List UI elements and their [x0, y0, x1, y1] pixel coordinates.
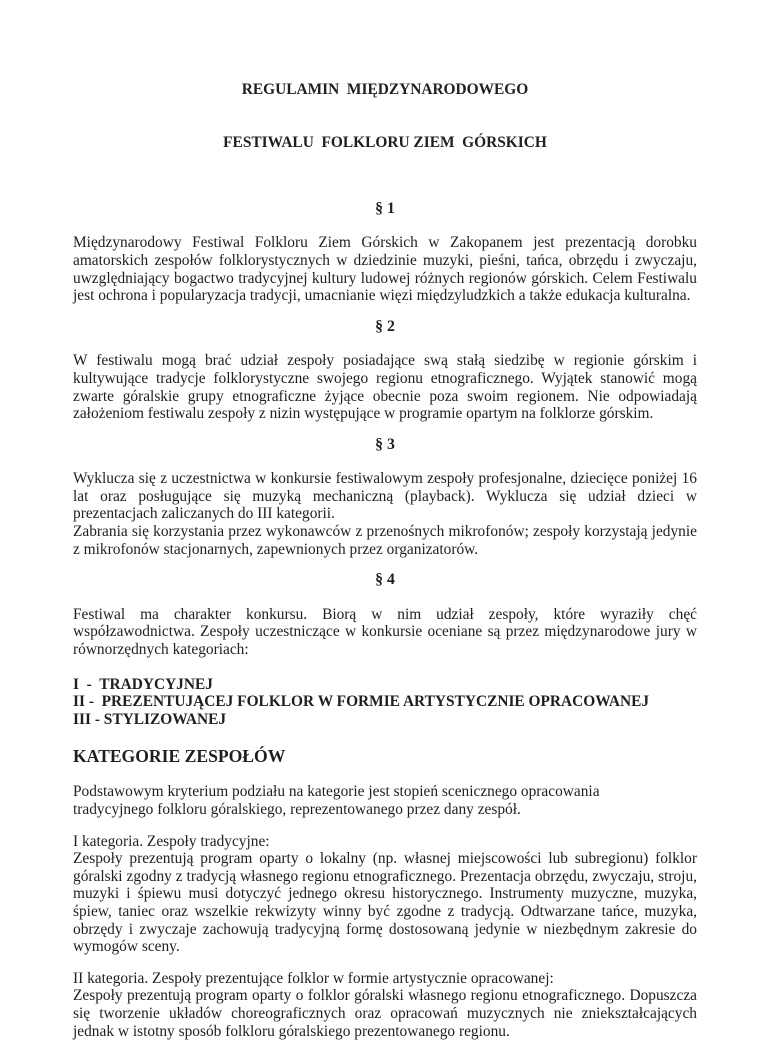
section-heading-4: § 4 — [375, 571, 395, 589]
category-1-block — [73, 833, 697, 956]
document-title-line1: REGULAMIN MIĘDZYNARODOWEGO — [241, 81, 529, 99]
jury-category-list — [73, 676, 697, 729]
document-title — [73, 46, 697, 187]
category-1-body: Zespoły prezentują program oparty o lokalny (np. własnej miejscowości lub subregionu) folklor góralski zgodny z tradycją własnego regionu etnograficznego. Prezentacja obrzędu, zwyczaju, stroju, muzyki i śpiewu musi dotyczyć jednego okresu historycznego. Instrumenty muzyczne, muzyka, śpiew, taniec oraz wszelkie rekwizyty winny być zgodne z tradycją. Odtwarzane tańce, muzyka, obrzędy i zwyczaje zachowują tradycyjną formę dostosowaną jedynie w niezbędnym zakresie do wymogów sceny. — [73, 850, 697, 956]
paragraph-section-3b: Zabrania się korzystania przez wykonawców z przenośnych mikrofonów; zespoły korzystają jedynie z mikrofonów stacjonarnych, zapewnionych przez organizatorów. — [73, 523, 697, 558]
document-title-line2: FESTIWALU FOLKLORU ZIEM GÓRSKICH — [223, 133, 547, 151]
category-2-title: II kategoria. Zespoły prezentujące folklor w formie artystycznie opracowanej: — [73, 969, 554, 987]
category-2-body: Zespoły prezentują program oparty o folklor góralski własnego regionu etnograficznego. Dopuszcza się tworzenie układów choreograficznych oraz opracowań muzycznych nie zniekształcających jednak w istotny sposób folkloru góralskiego prezentowanego regionu. — [73, 987, 697, 1040]
paragraph-section-1: Międzynarodowy Festiwal Folkloru Ziem Górskich w Zakopanem jest prezentacją dorobku amatorskich zespołów folklorystycznych w dziedzinie muzyki, pieśni, tańca, obrzędu i zwyczaju, uwzględniający bogactwo tradycyjnej kultury ludowej różnych regionów górskich. Celem Festiwalu jest ochrona i popularyzacja tradycji, umacnianie więzi międzyludzkich a także edukacja kulturalna. — [73, 234, 697, 305]
section-heading-3: § 3 — [375, 435, 395, 453]
jury-category-item-3: III - STYLIZOWANEJ — [73, 710, 227, 728]
jury-category-item-1: I - TRADYCYJNEJ — [73, 675, 213, 693]
section-heading-1: § 1 — [375, 199, 395, 217]
paragraph-section-4: Festiwal ma charakter konkursu. Biorą w nim udział zespoły, które wyraziły chęć współzawodnictwa. Zespoły uczestniczące w konkursie oceniane są przez międzynarodowe jury w równorzędnych kategoriach: — [73, 605, 697, 659]
kategorie-zespolow-heading: KATEGORIE ZESPOŁÓW — [73, 746, 286, 767]
paragraph-section-3a: Wyklucza się z uczestnictwa w konkursie festiwalowym zespoły profesjonalne, dziecięce poniżej 16 lat oraz posługujące się muzyką mechaniczną (playback). Wyklucza się udział dzieci w prezentacjach zaliczanych do III kategorii. — [73, 470, 697, 523]
kategorie-intro — [73, 783, 697, 818]
category-1-title: I kategoria. Zespoły tradycyjne: — [73, 832, 270, 850]
paragraph-section-2: W festiwalu mogą brać udział zespoły posiadające swą stałą siedzibę w regionie górskim i kultywujące tradycje folklorystyczne swojego regionu etnograficznego. Wyjątek stanowić mogą zwarte góralskie grupy etnograficzne żyjące obecnie poza swoim regionem. Nie odpowiadają założeniom festiwalu zespoły z nizin występujące w programie opartym na folklorze górskim. — [73, 352, 697, 423]
category-2-block — [73, 970, 697, 1040]
jury-category-item-2: II - PREZENTUJĄCEJ FOLKLOR W FORMIE ARTYSTYCZNIE OPRACOWANEJ — [73, 693, 650, 711]
kategorie-intro-line1: Podstawowym kryterium podziału na kategorie jest stopień scenicznego opracowania — [73, 783, 600, 801]
kategorie-intro-line2: tradycyjnego folkloru góralskiego, reprezentowanego przez dany zespół. — [73, 801, 521, 818]
section-heading-2: § 2 — [375, 317, 395, 335]
